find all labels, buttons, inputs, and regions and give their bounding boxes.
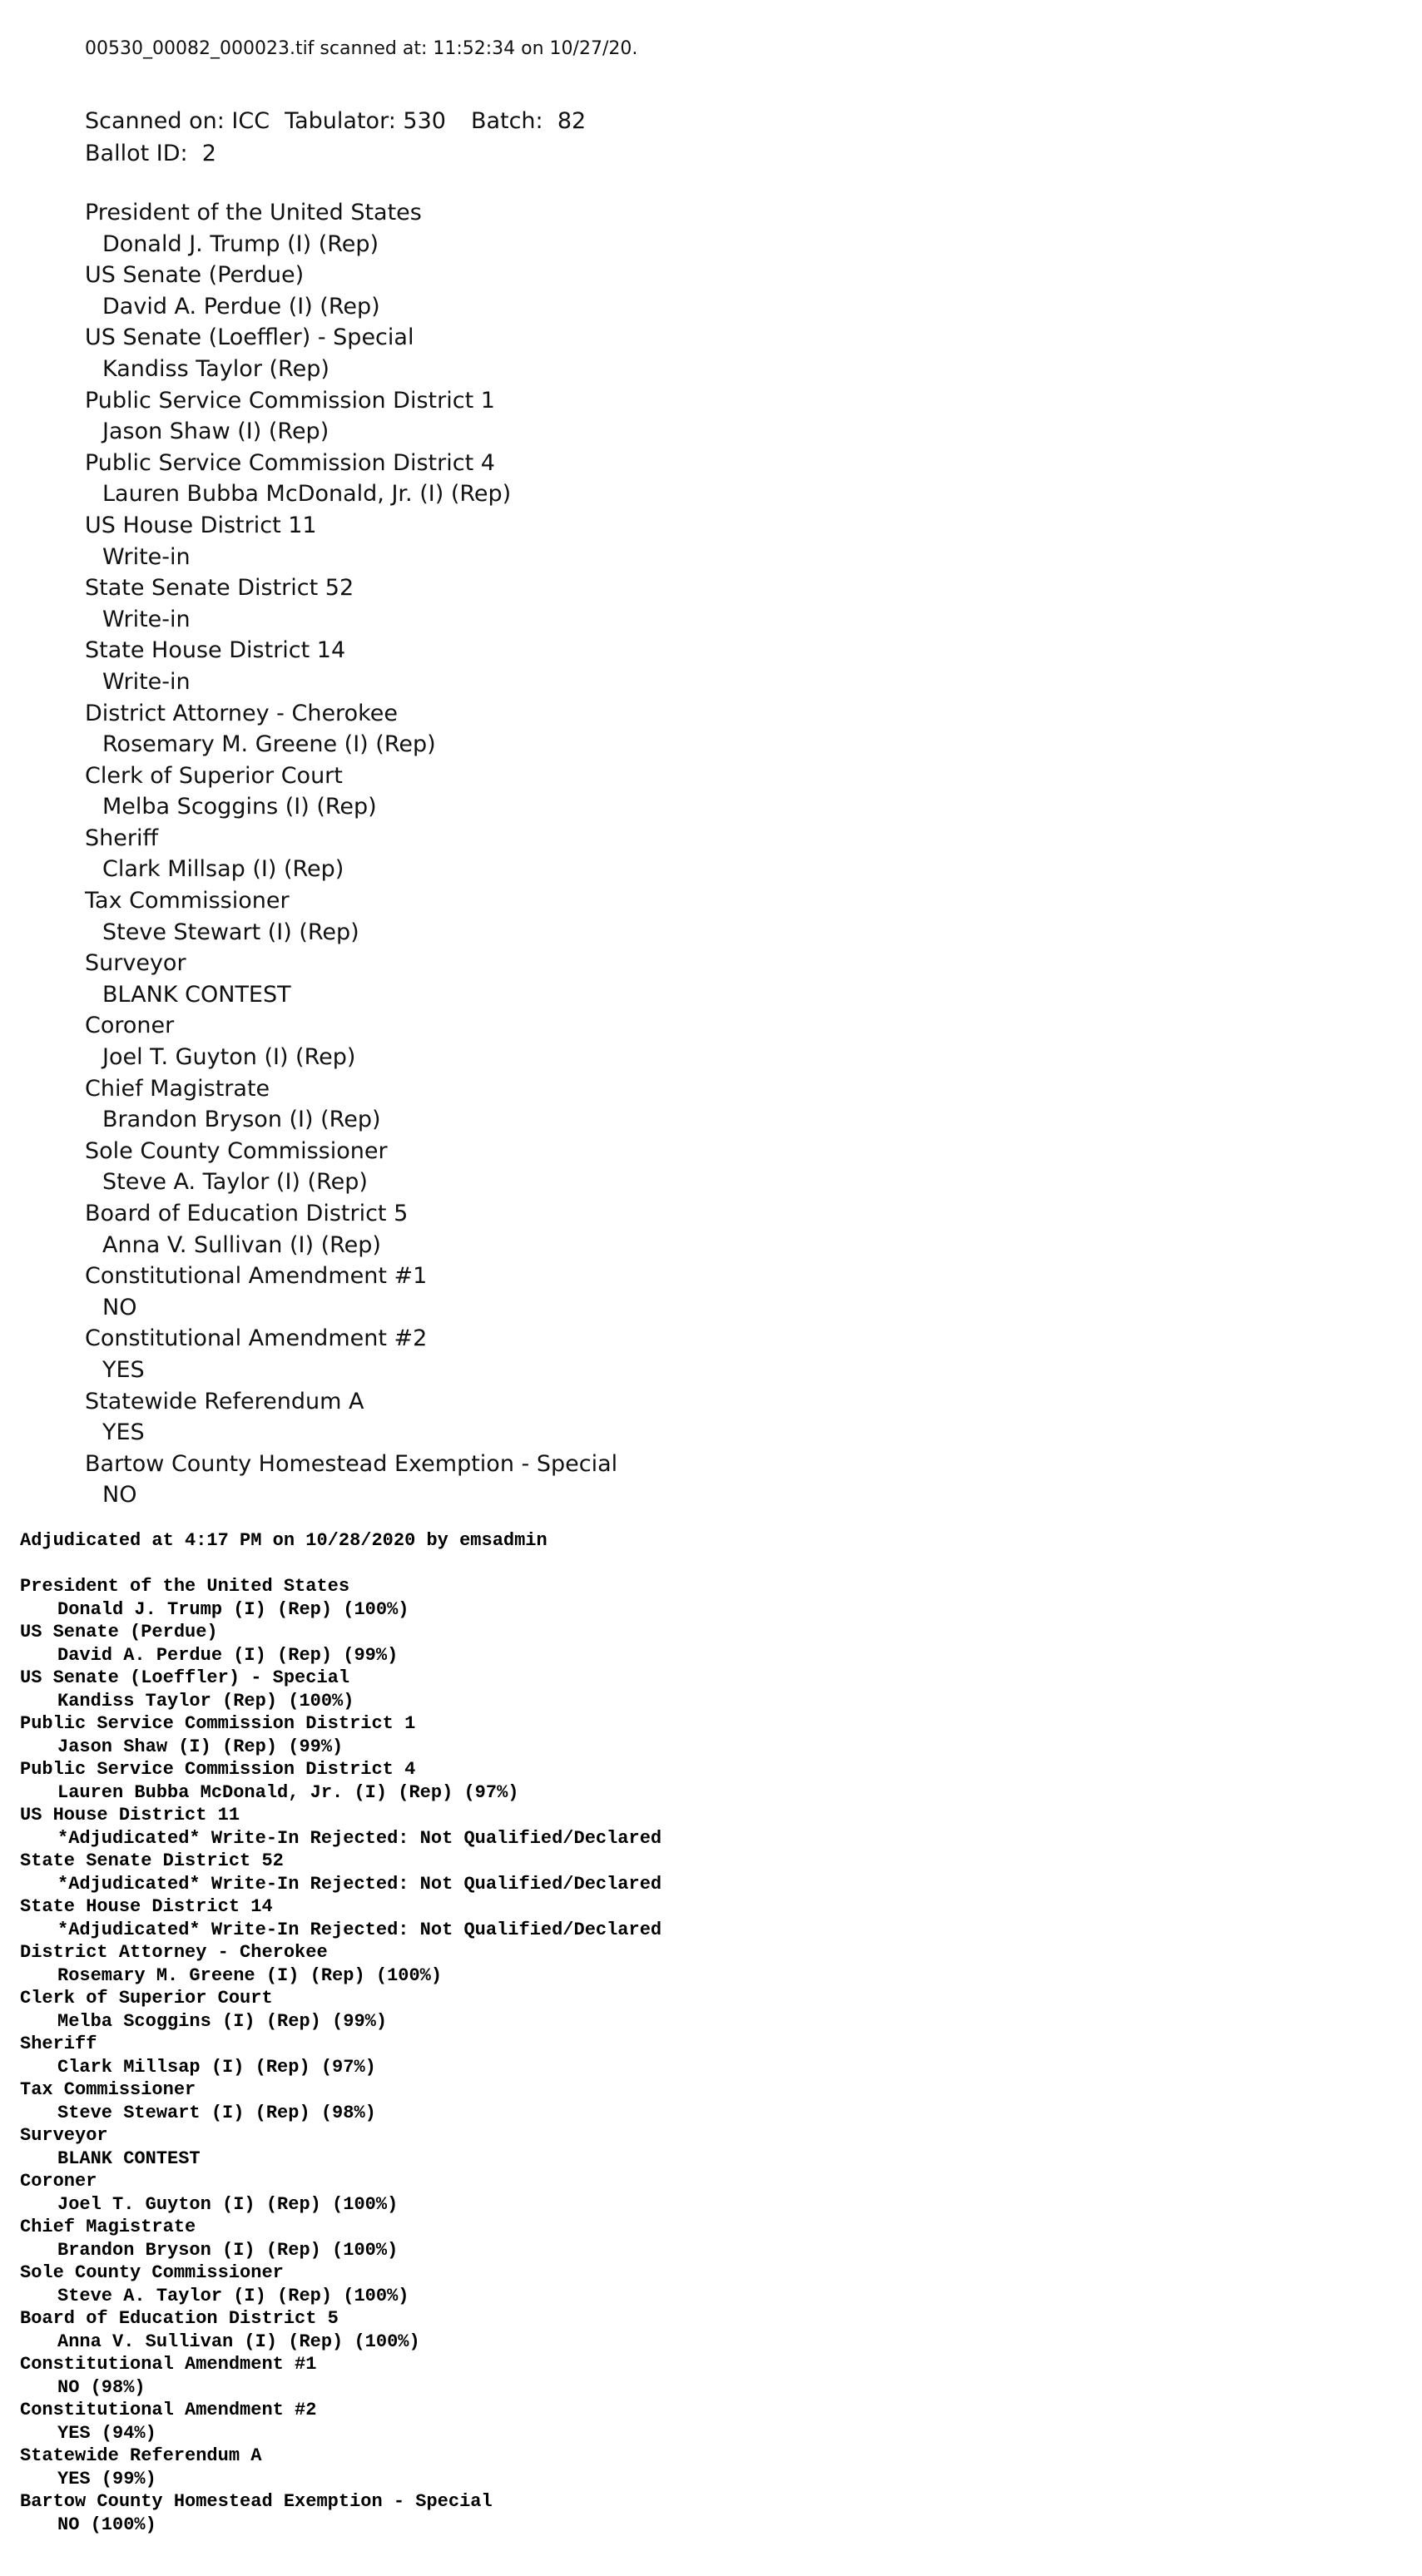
contest-choice: Write-in xyxy=(102,668,191,695)
contest-title: Public Service Commission District 4 xyxy=(85,449,495,476)
contest-title: Board of Education District 5 xyxy=(20,2308,339,2329)
contest-choice: David A. Perdue (I) (Rep) xyxy=(102,293,380,320)
contest-choice: NO xyxy=(102,1482,137,1508)
contest-choice: YES xyxy=(102,1356,145,1383)
contest-title: Constitutional Amendment #2 xyxy=(85,1325,428,1352)
contest-title: Clerk of Superior Court xyxy=(85,762,343,789)
batch-value: 82 xyxy=(557,108,587,134)
contest-title: Coroner xyxy=(85,1013,175,1039)
contest-choice: BLANK CONTEST xyxy=(102,981,291,1008)
tabulator-value: 530 xyxy=(403,108,446,134)
contest-title: Tax Commissioner xyxy=(20,2079,196,2100)
contest-title: US Senate (Perdue) xyxy=(20,1622,218,1642)
contest-choice: NO (100%) xyxy=(57,2514,156,2535)
contest-title: Statewide Referendum A xyxy=(20,2445,262,2466)
contest-choice: Steve A. Taylor (I) (Rep) (100%) xyxy=(57,2285,409,2306)
adjudication-header: Adjudicated at 4:17 PM on 10/28/2020 by emsadmin xyxy=(20,1530,547,1551)
contest-choice: Write-in xyxy=(102,543,191,570)
contest-choice: Melba Scoggins (I) (Rep) xyxy=(102,794,377,820)
scan-info-line xyxy=(85,105,1333,137)
contest-choice: *Adjudicated* Write-In Rejected: Not Qualified/Declared xyxy=(57,1827,662,1849)
contest-title: Coroner xyxy=(20,2171,97,2192)
contest-title: President of the United States xyxy=(20,1576,350,1597)
contest-choice: Jason Shaw (I) (Rep) xyxy=(102,419,329,445)
contest-choice: Clark Millsap (I) (Rep) xyxy=(102,856,344,883)
ballot-id-label: Ballot ID: xyxy=(85,141,188,166)
contest-choice: Write-in xyxy=(102,606,191,632)
contest-choice: Anna V. Sullivan (I) (Rep) (100%) xyxy=(57,2331,420,2352)
contest-choice: *Adjudicated* Write-In Rejected: Not Qualified/Declared xyxy=(57,1873,662,1895)
contest-title: Board of Education District 5 xyxy=(85,1201,409,1226)
contest-choice: Steve Stewart (I) (Rep) xyxy=(102,919,359,945)
contest-title: US House District 11 xyxy=(85,512,317,538)
contest-title: Sole County Commissioner xyxy=(85,1137,388,1164)
contest-choice: Clark Millsap (I) (Rep) (97%) xyxy=(57,2056,376,2078)
contest-title: State Senate District 52 xyxy=(20,1850,284,1871)
contest-choice: Steve Stewart (I) (Rep) (98%) xyxy=(57,2102,376,2123)
contest-title: President of the United States xyxy=(85,200,422,225)
contest-title: Tax Commissioner xyxy=(85,888,290,914)
contest-choice: Kandiss Taylor (Rep) (100%) xyxy=(57,1690,354,1712)
contest-title: Chief Magistrate xyxy=(85,1075,270,1102)
contest-title: Surveyor xyxy=(85,950,186,977)
contest-title: Sheriff xyxy=(85,825,159,851)
contest-title: Constitutional Amendment #1 xyxy=(85,1263,428,1290)
contest-choice: Lauren Bubba McDonald, Jr. (I) (Rep) (97%) xyxy=(57,1781,519,1803)
contest-choice: YES (99%) xyxy=(57,2468,156,2489)
contest-choice: Rosemary M. Greene (I) (Rep) xyxy=(102,731,436,758)
scan-header: 00530_00082_000023.tif scanned at: 11:52:34 on 10/27/20. xyxy=(85,38,638,59)
contest-title: US House District 11 xyxy=(20,1805,240,1825)
contest-choice: Rosemary M. Greene (I) (Rep) (100%) xyxy=(57,1964,443,1986)
contest-choice: Lauren Bubba McDonald, Jr. (I) (Rep) xyxy=(102,481,512,508)
contest-title: Chief Magistrate xyxy=(20,2217,196,2237)
scanned-on-label: Scanned on: xyxy=(85,108,225,134)
contest-choice: Anna V. Sullivan (I) (Rep) xyxy=(102,1231,381,1258)
contest-title: Surveyor xyxy=(20,2125,108,2146)
contest-title: US Senate (Loeffler) - Special xyxy=(85,324,414,351)
scanned-on-value: ICC xyxy=(231,108,270,134)
contest-choice: NO xyxy=(102,1294,137,1320)
contest-choice: Joel T. Guyton (I) (Rep) xyxy=(102,1044,356,1071)
contest-title: State House District 14 xyxy=(85,637,346,664)
contest-title: Constitutional Amendment #2 xyxy=(20,2400,317,2420)
contest-choice: YES (94%) xyxy=(57,2422,156,2444)
contest-title: Bartow County Homestead Exemption - Special xyxy=(85,1450,618,1477)
contest-choice: Melba Scoggins (I) (Rep) (99%) xyxy=(57,2010,388,2032)
contest-title: State House District 14 xyxy=(20,1896,273,1917)
scan-metadata xyxy=(85,105,1333,170)
batch-label: Batch: xyxy=(470,108,543,134)
contest-title: US Senate (Perdue) xyxy=(85,262,305,289)
contest-title: District Attorney - Cherokee xyxy=(85,700,398,726)
contest-list xyxy=(85,197,1333,1511)
contest-title: Public Service Commission District 1 xyxy=(85,387,495,414)
contest-title: Public Service Commission District 4 xyxy=(20,1759,416,1780)
contest-choice: BLANK CONTEST xyxy=(57,2147,201,2169)
contest-choice: Joel T. Guyton (I) (Rep) (100%) xyxy=(57,2193,399,2215)
contest-title: Clerk of Superior Court xyxy=(20,1988,273,2009)
contest-choice: Brandon Bryson (I) (Rep) (100%) xyxy=(57,2239,399,2261)
contest-choice: Donald J. Trump (I) (Rep) (100%) xyxy=(57,1598,409,1620)
tabulator-label: Tabulator: xyxy=(285,108,396,134)
adjudication-section xyxy=(20,1529,1351,2536)
contest-choice: Brandon Bryson (I) (Rep) xyxy=(102,1107,381,1133)
scanned-ballot-section xyxy=(85,37,1333,1511)
contest-title: Statewide Referendum A xyxy=(85,1388,364,1414)
contest-title: Public Service Commission District 1 xyxy=(20,1713,416,1734)
contest-title: State Senate District 52 xyxy=(85,575,354,602)
contest-title: Sole County Commissioner xyxy=(20,2262,284,2283)
contest-title: District Attorney - Cherokee xyxy=(20,1942,328,1963)
contest-choice: Jason Shaw (I) (Rep) (99%) xyxy=(57,1736,344,1757)
ballot-id-value: 2 xyxy=(201,141,216,166)
contest-choice: Donald J. Trump (I) (Rep) xyxy=(102,230,379,257)
contest-choice: *Adjudicated* Write-In Rejected: Not Qualified/Declared xyxy=(57,1919,662,1940)
contest-choice: Steve A. Taylor (I) (Rep) xyxy=(102,1169,368,1196)
contest-choice: Kandiss Taylor (Rep) xyxy=(102,355,329,382)
contest-choice: David A. Perdue (I) (Rep) (99%) xyxy=(57,1644,399,1666)
contest-title: Constitutional Amendment #1 xyxy=(20,2354,317,2375)
adjudicated-contest-list xyxy=(20,1575,1351,2536)
contest-title: US Senate (Loeffler) - Special xyxy=(20,1667,350,1688)
contest-title: Sheriff xyxy=(20,2034,97,2054)
contest-choice: NO (98%) xyxy=(57,2376,146,2398)
contest-choice: YES xyxy=(102,1419,145,1446)
contest-title: Bartow County Homestead Exemption - Special xyxy=(20,2491,493,2512)
ballot-id-line xyxy=(85,137,1333,170)
